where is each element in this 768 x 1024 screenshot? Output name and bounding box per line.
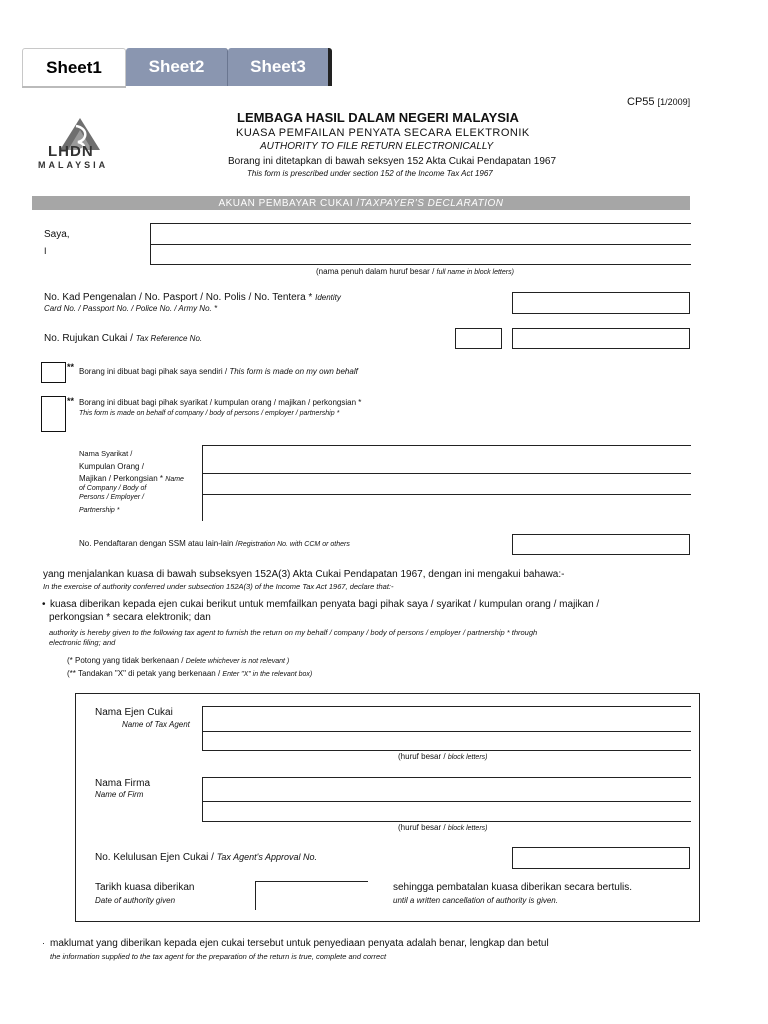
tab-sheet3[interactable]: Sheet3 <box>228 48 332 86</box>
note-2: (** Tandakan "X" di petak yang berkenaan / Enter "X" in the relevant box) <box>67 669 313 678</box>
org-title: LEMBAGA HASIL DALAM NEGERI MALAYSIA <box>237 110 519 125</box>
date-input[interactable] <box>255 881 368 910</box>
company-behalf-checkbox[interactable] <box>41 396 66 432</box>
basis-en: This form is prescribed under section 152 of the Income Tax Act 1967 <box>247 169 493 178</box>
firm-name-label-en: Name of Firm <box>95 790 144 799</box>
full-name-hint: (nama penuh dalam huruf besar / full name in block letters) <box>316 267 514 276</box>
option1-mark: ** <box>67 362 75 372</box>
section-bar-ms: AKUAN PEMBAYAR CUKAI / <box>218 197 360 209</box>
tax-ref-label: No. Rujukan Cukai / Tax Reference No. <box>44 333 203 344</box>
until-text: sehingga pembatalan kuasa diberikan secara bertulis. <box>393 882 633 893</box>
note-1: (* Potong yang tidak berkenaan / Delete whichever is not relevant ) <box>67 656 290 665</box>
agent-name-label: Nama Ejen Cukai <box>95 707 173 718</box>
bullet-1-en-1: authority is hereby given to the following tax agent to furnish the return on my behalf / company / body of persons / employer / partnership * through <box>49 628 538 637</box>
firm-name-field-1[interactable] <box>202 777 691 802</box>
id-no-label-en: Card No. / Passport No. / Police No. / Army No. * <box>44 304 218 313</box>
section-bar-en: TAXPAYER'S DECLARATION <box>359 197 504 209</box>
date-label-en: Date of authority given <box>95 896 176 905</box>
bullet-1-en-2: electronic filing; and <box>49 638 116 647</box>
section-bar <box>32 196 690 210</box>
company-label-6: Partnership * <box>79 507 120 514</box>
tab-sheet2[interactable]: Sheet2 <box>126 48 228 86</box>
agent-name-field-2[interactable] <box>202 730 691 751</box>
full-name-field-2[interactable] <box>150 243 691 265</box>
basis-ms: Borang ini ditetapkan di bawah seksyen 152 Akta Cukai Pendapatan 1967 <box>228 156 557 167</box>
saya-label: Saya, <box>44 229 70 240</box>
logo-text: LHDN <box>48 143 94 160</box>
own-behalf-checkbox[interactable] <box>41 362 66 383</box>
company-label-2: Kumpulan Orang / <box>79 462 144 471</box>
id-no-label: No. Kad Pengenalan / No. Pasport / No. Polis / No. Tentera * Identity <box>44 292 341 303</box>
tab-sheet1[interactable]: Sheet1 <box>22 48 126 86</box>
bullet-1-ms-1: kuasa diberikan kepada ejen cukai berikut untuk memfailkan penyata bagi pihak saya / syarikat / kumpulan orang / majikan / <box>50 599 600 610</box>
company-name-field-3[interactable] <box>202 494 203 521</box>
agent-name-field-1[interactable] <box>202 706 691 732</box>
until-text-en: until a written cancellation of authority is given. <box>393 896 558 905</box>
logo-subtext: MALAYSIA <box>38 160 109 170</box>
firm-name-label: Nama Firma <box>95 778 151 789</box>
option1-text: Borang ini dibuat bagi pihak saya sendiri / This form is made on my own behalf <box>79 367 358 376</box>
company-label-3: Majikan / Perkongsian * Name <box>79 474 184 483</box>
approval-label: No. Kelulusan Ejen Cukai / Tax Agent's Approval No. <box>95 852 318 863</box>
exercise-text-ms: yang menjalankan kuasa di bawah subseksyen 152A(3) Akta Cukai Pendapatan 1967, dengan ini mengakui bahawa:- <box>43 569 565 580</box>
bullet-2-icon: · <box>42 938 45 948</box>
full-name-field-1[interactable] <box>150 223 691 245</box>
company-name-field-1[interactable] <box>202 445 691 474</box>
saya-label-en: I <box>44 246 47 256</box>
exercise-text-en: In the exercise of authority conferred under subsection 152A(3) of the Income Tax Act 1967, declare that:- <box>43 582 394 591</box>
form-title-ms: KUASA PEMFAILAN PENYATA SECARA ELEKTRONIK <box>236 127 530 139</box>
option2-text-en: This form is made on behalf of company / body of persons / employer / partnership * <box>79 410 340 417</box>
form-code: CP55 [1/2009] <box>627 96 691 108</box>
lhdn-logo <box>38 114 122 174</box>
option2-text-ms: Borang ini dibuat bagi pihak syarikat / kumpulan orang / majikan / perkongsian * <box>79 398 362 407</box>
firm-name-field-2[interactable] <box>202 800 691 822</box>
bullet-1-ms-2: perkongsian * secara elektronik; dan <box>49 612 211 623</box>
company-label-5: Persons / Employer / <box>79 494 144 501</box>
form-version: [1/2009] <box>657 97 691 107</box>
tax-ref-prefix-input[interactable] <box>455 328 502 349</box>
date-label: Tarikh kuasa diberikan <box>95 882 195 893</box>
agent-name-hint: (huruf besar / block letters) <box>398 752 488 761</box>
registration-input[interactable] <box>512 534 690 555</box>
company-label-1: Nama Syarikat / <box>79 449 133 458</box>
bullet-2-en: the information supplied to the tax agent for the preparation of the return is true, complete and correct <box>50 952 387 961</box>
company-label-4: of Company / Body of <box>79 485 147 492</box>
id-no-input[interactable] <box>512 292 690 314</box>
agent-name-label-en: Name of Tax Agent <box>122 720 190 729</box>
tax-ref-input[interactable] <box>512 328 690 349</box>
bullet-1-icon: • <box>42 599 46 610</box>
company-name-field-2[interactable] <box>202 472 691 495</box>
approval-no-input[interactable] <box>512 847 690 869</box>
form-title-en: AUTHORITY TO FILE RETURN ELECTRONICALLY <box>260 141 494 152</box>
firm-name-hint: (huruf besar / block letters) <box>398 823 488 832</box>
option2-mark: ** <box>67 396 75 406</box>
bullet-2-ms: maklumat yang diberikan kepada ejen cukai tersebut untuk penyediaan penyata adalah benar, lengkap dan betul <box>50 938 549 949</box>
registration-label: No. Pendaftaran dengan SSM atau lain-lain /Registration No. with CCM or others <box>79 539 350 548</box>
